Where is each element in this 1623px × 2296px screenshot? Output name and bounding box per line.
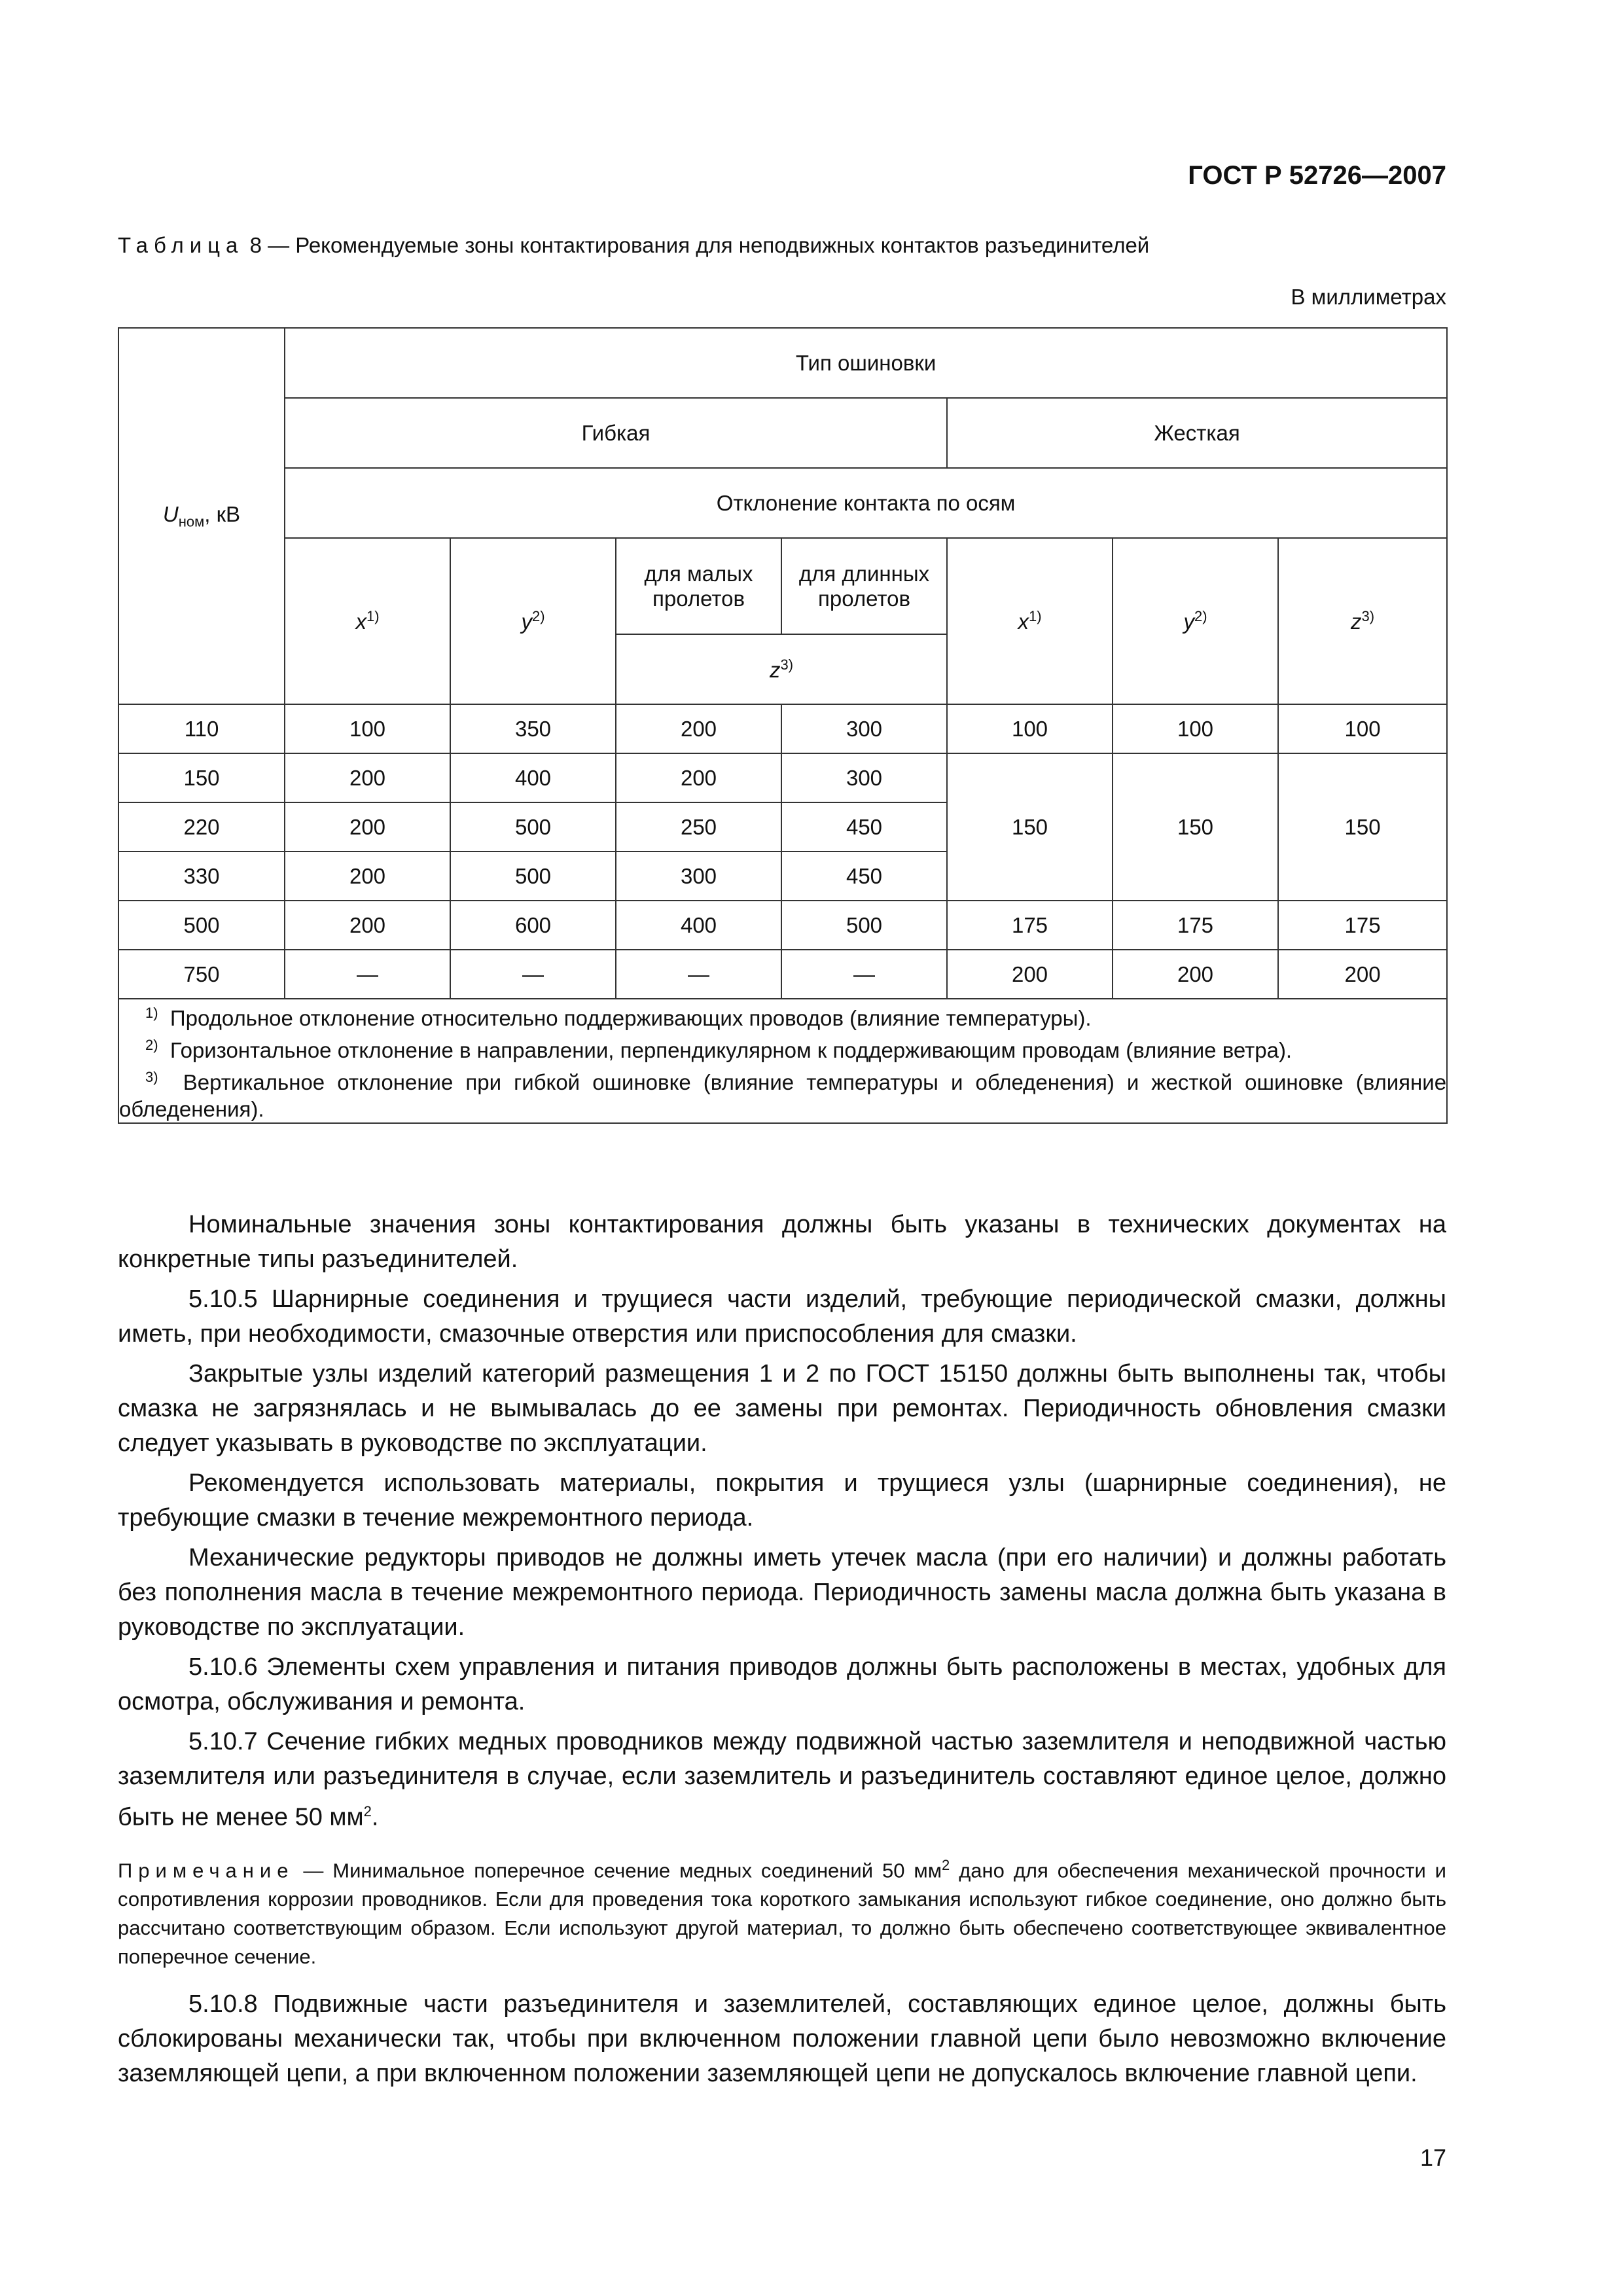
table-cell: 200	[616, 704, 781, 753]
table-cell: 450	[781, 802, 947, 852]
table-row	[118, 901, 1447, 950]
table-cell: —	[616, 950, 781, 999]
footnote-3: $^{3)}$ Вертикальное отклонение при гибкой ошиновке (влияние температуры и обледенения) и жесткой ошиновке (влияние обледенения).	[119, 1069, 1447, 1121]
short-span-header: для малых пролетов	[616, 538, 781, 634]
table-cell: 200	[285, 852, 450, 901]
paragraph: Номинальные значения зоны контактирования должны быть указаны в технических документах на конкретные типы разъединителей.	[118, 1211, 1446, 1273]
table-cell: 220	[118, 802, 285, 852]
table-cell: 330	[118, 852, 285, 901]
table-footnotes	[118, 999, 1447, 1123]
table-caption	[118, 233, 1446, 258]
paragraph: 5.10.6 Элементы схем управления и питания приводов должны быть расположены в местах, удобных для осмотра, обслуживания и ремонта.	[118, 1653, 1446, 1715]
header-row-3	[118, 468, 1447, 538]
table-cell: —	[450, 950, 616, 999]
table-row	[118, 704, 1447, 753]
paragraph: 5.10.5 Шарнирные соединения и трущиеся части изделий, требующие периодической смазки, должны иметь, при необходимости, смазочные отверстия или приспособления для смазки.	[118, 1285, 1446, 1348]
table-cell: 300	[616, 852, 781, 901]
paragraph: 5.10.7 Сечение гибких медных проводников между подвижной частью заземлителя и неподвижной частью заземлителя или разъединителя в случае, если заземлитель и разъединитель составляют единое целое, должно быть не менее 50 $мм^2$.	[118, 1728, 1446, 1831]
table-row	[118, 950, 1447, 999]
table-cell: 200	[1113, 950, 1278, 999]
body-text	[118, 1208, 1446, 2096]
table-cell: 200	[285, 753, 450, 802]
rigid-header: Жесткая	[947, 398, 1447, 468]
flexible-header: Гибкая	[285, 398, 947, 468]
table-cell: 200	[285, 802, 450, 852]
table-cell: 250	[616, 802, 781, 852]
table-footnotes-row	[118, 999, 1447, 1123]
note: Примечание — Минимальное поперечное сечение медных соединений 50 $мм^2$ дано для обеспечения механической прочности и сопротивления коррозии проводников. Если для проведения тока короткого замыкания используют гибкое соединение, оно должно быть рассчитано соответствующим образом. Если используют другой материал, то должно быть обеспечено соответствующее эквивалентное поперечное сечение.	[118, 1856, 1447, 1968]
table-cell: 500	[781, 901, 947, 950]
table-cell: 150	[947, 753, 1113, 901]
footnote-1: $^{1)}$ Продольное отклонение относительно поддерживающих проводов (влияние температуры).	[145, 1005, 1092, 1030]
table-cell: 150	[1113, 753, 1278, 901]
table-cell: 175	[947, 901, 1113, 950]
table-caption-label: Таблица	[118, 233, 244, 257]
table-cell: —	[781, 950, 947, 999]
flex-x-header: $x^{1)}$	[285, 538, 450, 704]
table-cell: 400	[616, 901, 781, 950]
busbar-type-header: Тип ошиновки	[285, 328, 1447, 398]
long-span-header: для длинных пролетов	[781, 538, 947, 634]
rigid-x-header: $x^{1)}$	[947, 538, 1113, 704]
table-cell: 100	[285, 704, 450, 753]
table-cell: 175	[1278, 901, 1447, 950]
axis-deviation-header: Отклонение контакта по осям	[285, 468, 1447, 538]
table-cell: 750	[118, 950, 285, 999]
page-number: 17	[1419, 2144, 1446, 2171]
table-units: В миллиметрах	[1291, 285, 1446, 309]
table-cell: 100	[1278, 704, 1447, 753]
table-cell: 150	[118, 753, 285, 802]
table-cell: 200	[1278, 950, 1447, 999]
table-cell: 600	[450, 901, 616, 950]
voltage-column-header: $U_{ном}$, кВ	[118, 328, 285, 704]
table-cell: 150	[1278, 753, 1447, 901]
table-cell: 300	[781, 704, 947, 753]
table-cell: 200	[947, 950, 1113, 999]
contact-zones-table	[118, 327, 1448, 1124]
header-row-4	[118, 538, 1447, 634]
table-cell: —	[285, 950, 450, 999]
rigid-z-header: $z^{3)}$	[1278, 538, 1447, 704]
table-row	[118, 753, 1447, 802]
table-cell: 175	[1113, 901, 1278, 950]
flex-z-header: $z^{3)}$	[616, 634, 947, 704]
paragraph: Закрытые узлы изделий категорий размещения 1 и 2 по ГОСТ 15150 должны быть выполнены так, чтобы смазка не загрязнялась и не вымывалась до ее замены при ремонтах. Периодичность обновления смазки следует указывать в руководстве по эксплуатации.	[118, 1360, 1446, 1457]
table-cell: 350	[450, 704, 616, 753]
table-caption-text: 8 — Рекомендуемые зоны контактирования для неподвижных контактов разъединителей	[249, 233, 1150, 257]
table-cell: 100	[1113, 704, 1278, 753]
flex-y-header: $y^{2)}$	[450, 538, 616, 704]
table-cell: 300	[781, 753, 947, 802]
table-cell: 500	[450, 852, 616, 901]
header-row-1	[118, 328, 1447, 398]
footnote-2: $^{2)}$ Горизонтальное отклонение в направлении, перпендикулярном к поддерживающим проводам (влияние ветра).	[145, 1037, 1293, 1062]
table-cell: 200	[616, 753, 781, 802]
paragraph: Рекомендуется использовать материалы, покрытия и трущиеся узлы (шарнирные соединения), не требующие смазки в течение межремонтного периода.	[118, 1469, 1446, 1532]
standard-designation: ГОСТ Р 52726—2007	[1188, 161, 1446, 190]
paragraph: 5.10.8 Подвижные части разъединителя и заземлителей, составляющих единое целое, должны быть сблокированы механически так, чтобы при включенном положении главной цепи было невозможно включение заземляющей цепи, а при включенном положении заземляющей цепи не допускалось включение главной цепи.	[118, 1990, 1446, 2087]
table-cell: 500	[450, 802, 616, 852]
header-row-2	[118, 398, 1447, 468]
table-cell: 110	[118, 704, 285, 753]
table-cell: 400	[450, 753, 616, 802]
paragraph: Механические редукторы приводов не должны иметь утечек масла (при его наличии) и должны работать без пополнения масла в течение межремонтного периода. Периодичность замены масла должна быть указана в руководстве по эксплуатации.	[118, 1544, 1446, 1641]
table-cell: 200	[285, 901, 450, 950]
note-label: Примечание	[118, 1858, 294, 1882]
table-cell: 500	[118, 901, 285, 950]
table-cell: 450	[781, 852, 947, 901]
rigid-y-header: $y^{2)}$	[1113, 538, 1278, 704]
table-cell: 100	[947, 704, 1113, 753]
